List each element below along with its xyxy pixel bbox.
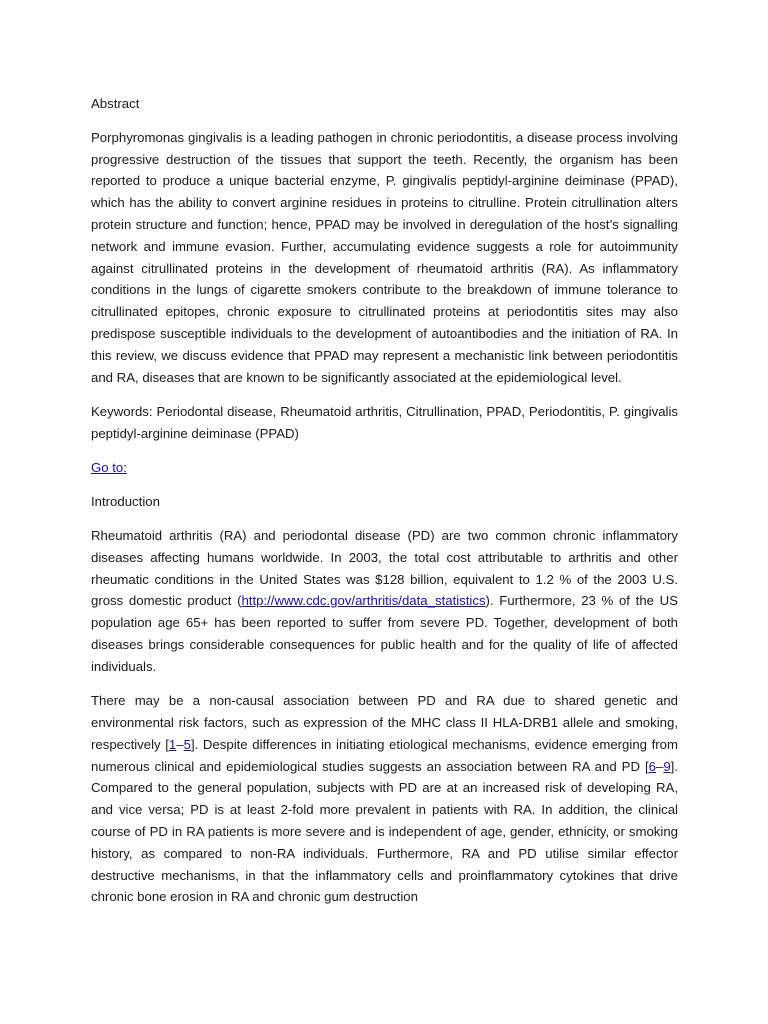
reference-link-6[interactable]: 6 <box>648 758 656 774</box>
intro-p1-text-2: ). Furthermore, 23 % of the US population age 65+ has been reported to suffer from severe PD. Together, development of both diseases brings considerable consequences for public health and for the quality of life of affected individuals. <box>91 593 678 674</box>
reference-dash-2: – <box>655 758 664 774</box>
intro-p1-text-1: Rheumatoid arthritis (RA) and periodontal disease (PD) are two common chronic inflammatory diseases affecting humans worldwide. In 2003, the total cost attributable to arthritis and other rheumatic conditions in the United States was $128 billion, equivalent to 1.2 % of the 2003 U.S. gross domestic product ( <box>91 528 678 609</box>
introduction-paragraph-2 <box>91 690 678 908</box>
reference-link-9[interactable]: 9 <box>663 758 671 774</box>
intro-p2-text-2: ]. Despite differences in initiating etiological mechanisms, evidence emerging from numerous clinical and epidemiological studies suggests an association between RA and PD [ <box>91 736 678 774</box>
reference-dash-1: – <box>176 736 184 752</box>
goto-paragraph <box>91 457 678 479</box>
intro-p2-text-1: There may be a non-causal association between PD and RA due to shared genetic and environmental risk factors, such as expression of the MHC class II HLA-DRB1 allele and smoking, respectively [ <box>91 693 678 752</box>
goto-link[interactable]: Go to: <box>91 459 127 475</box>
cdc-statistics-link[interactable]: http://www.cdc.gov/arthritis/data_statistics <box>241 593 486 609</box>
introduction-paragraph-1 <box>91 525 678 678</box>
abstract-body: Porphyromonas gingivalis is a leading pathogen in chronic periodontitis, a disease process involving progressive destruction of the tissues that support the teeth. Recently, the organism has been reported to produce a unique bacterial enzyme, P. gingivalis peptidyl-arginine deiminase (PPAD), which has the ability to convert arginine residues in proteins to citrulline. Protein citrullination alters protein structure and function; hence, PPAD may be involved in deregulation of the host’s signalling network and immune evasion. Further, accumulating evidence suggests a role for autoimmunity against citrullinated proteins in the development of rheumatoid arthritis (RA). As inflammatory conditions in the lungs of cigarette smokers contribute to the breakdown of immune tolerance to citrullinated epitopes, chronic exposure to citrullinated proteins at periodontitis sites may also predispose susceptible individuals to the development of autoantibodies and the initiation of RA. In this review, we discuss evidence that PPAD may represent a mechanistic link between periodontitis and RA, diseases that are known to be significantly associated at the epidemiological level. <box>91 129 678 385</box>
document-page <box>91 93 678 921</box>
reference-link-1[interactable]: 1 <box>168 736 177 752</box>
keywords-paragraph: Keywords: Periodontal disease, Rheumatoid arthritis, Citrullination, PPAD, Periodontitis, P. gingivalis peptidyl-arginine deiminase (PPAD) <box>91 403 678 441</box>
abstract-heading: Abstract <box>91 96 140 111</box>
reference-link-5[interactable]: 5 <box>183 736 191 752</box>
intro-p2-text-3: ]. Compared to the general population, subjects with PD are at an increased risk of developing RA, and vice versa; PD is at least 2-fold more prevalent in patients with RA. In addition, the clinical course of PD in RA patients is more severe and is independent of age, gender, ethnicity, or smoking history, as compared to non-RA individuals. Furthermore, RA and PD utilise similar effector destructive mechanisms, in that the inflammatory cells and proinflammatory cytokines that drive chronic bone erosion in RA and chronic gum destruction <box>91 758 678 905</box>
introduction-heading: Introduction <box>91 494 160 510</box>
